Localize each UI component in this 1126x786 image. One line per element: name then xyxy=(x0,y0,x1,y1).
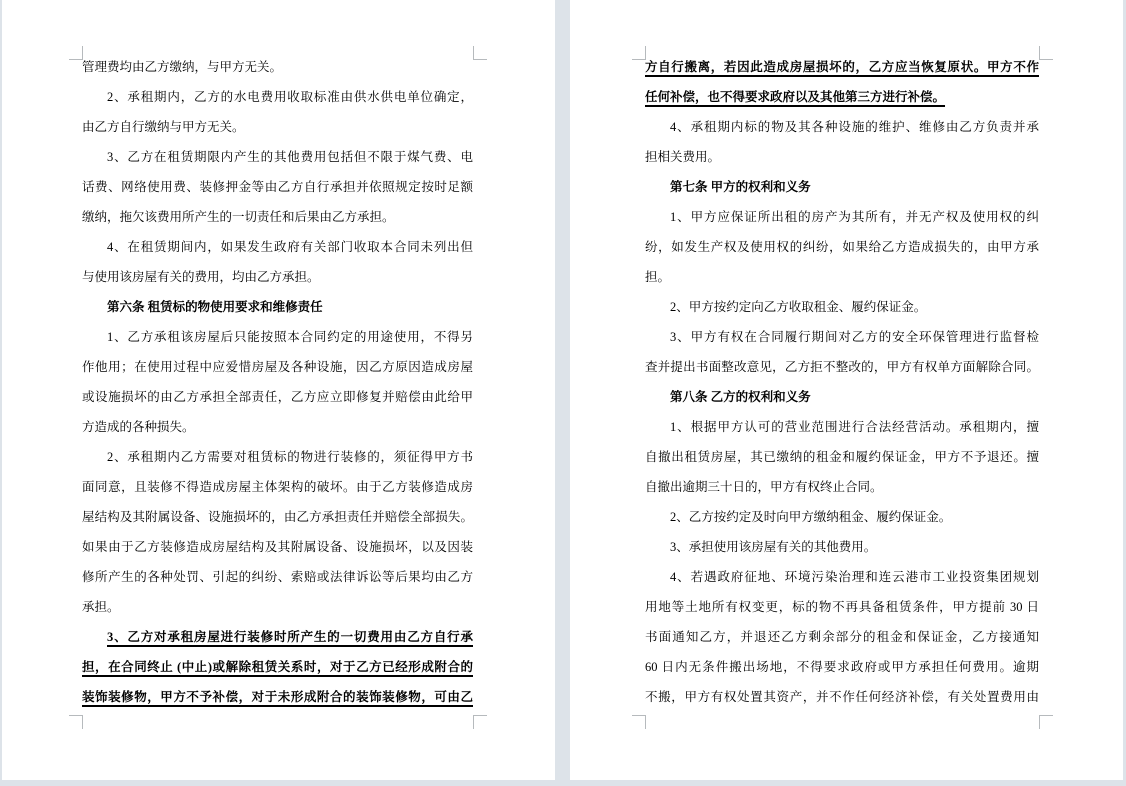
text-line[interactable]: 自撤出逾期三十日的，甲方有权终止合同。 xyxy=(645,480,883,494)
crop-mark-top-right-icon xyxy=(1039,46,1053,60)
text-line[interactable]: 3、乙方在租赁期限内产生的其他费用包括但不限于煤气费、电 xyxy=(107,150,473,164)
text-line[interactable]: 或设施损坏的由乙方承担全部责任，乙方应立即修复并赔偿由此给甲 xyxy=(82,390,473,404)
text-line[interactable]: 担相关费用。 xyxy=(645,150,721,164)
text-line[interactable]: 1、乙方承租该房屋后只能按照本合同约定的用途使用，不得另 xyxy=(107,330,473,344)
text-line[interactable]: 3、甲方有权在合同履行期间对乙方的安全环保管理进行监督检 xyxy=(670,330,1039,344)
text-line[interactable]: 2、乙方按约定及时向甲方缴纳租金、履约保证金。 xyxy=(670,510,952,524)
crop-mark-bottom-left-icon xyxy=(69,715,83,729)
text-line[interactable]: 担。 xyxy=(645,270,671,284)
text-line[interactable]: 方自行搬离，若因此造成房屋损坏的，乙方应当恢复原状。甲方不作 xyxy=(645,60,1039,74)
text-line[interactable]: 4、在租赁期间内，如果发生政府有关部门收取本合同未列出但 xyxy=(107,240,473,254)
text-line[interactable]: 担，在合同终止 (中止)或解除租赁关系时，对于乙方已经形成附合的 xyxy=(82,660,473,674)
text-line[interactable]: 由乙方自行缴纳与甲方无关。 xyxy=(82,120,245,134)
text-line[interactable]: 作他用；在使用过程中应爱惜房屋及各种设施，因乙方原因造成房屋 xyxy=(82,360,473,374)
text-line[interactable]: 4、若遇政府征地、环境污染治理和连云港市工业投资集团规划 xyxy=(670,570,1039,584)
text-line[interactable]: 管理费均由乙方缴纳，与甲方无关。 xyxy=(82,60,283,74)
text-line[interactable]: 书面通知乙方，并退还乙方剩余部分的租金和保证金，乙方接通知 xyxy=(645,630,1039,644)
text-line[interactable]: 2、承租期内乙方需要对租赁标的物进行装修的，须征得甲方书 xyxy=(107,450,473,464)
text-line[interactable]: 1、根据甲方认可的营业范围进行合法经营活动。承租期内，擅 xyxy=(670,420,1039,434)
text-line[interactable]: 2、甲方按约定向乙方收取租金、履约保证金。 xyxy=(670,300,927,314)
document-page-right[interactable] xyxy=(570,0,1123,780)
text-line[interactable]: 用地等土地所有权变更，标的物不再具备租赁条件，甲方提前 30 日 xyxy=(645,600,1039,614)
text-line[interactable]: 3、承担使用该房屋有关的其他费用。 xyxy=(670,540,877,554)
document-page-left[interactable] xyxy=(2,0,555,780)
crop-mark-top-left-icon xyxy=(632,46,646,60)
page-text-right xyxy=(645,52,1039,712)
text-line[interactable]: 1、甲方应保证所出租的房产为其所有，并无产权及使用权的纠 xyxy=(670,210,1039,224)
text-line[interactable]: 方造成的各种损失。 xyxy=(82,420,195,434)
crop-mark-bottom-right-icon xyxy=(1039,715,1053,729)
text-line[interactable]: 第八条 乙方的权利和义务 xyxy=(670,390,811,404)
text-line[interactable]: 60 日内无条件搬出场地，不得要求政府或甲方承担任何费用。逾期 xyxy=(645,660,1039,674)
text-line[interactable]: 3、乙方对承租房屋进行装修时所产生的一切费用由乙方自行承 xyxy=(107,630,473,644)
text-line[interactable]: 面同意，且装修不得造成房屋主体架构的破坏。由于乙方装修造成房 xyxy=(82,480,473,494)
text-line[interactable]: 4、承租期内标的物及其各种设施的维护、维修由乙方负责并承 xyxy=(670,120,1039,134)
text-line[interactable]: 承担。 xyxy=(82,600,120,614)
crop-mark-bottom-left-icon xyxy=(632,715,646,729)
text-line[interactable]: 纷，如发生产权及使用权的纠纷，如果给乙方造成损失的，由甲方承 xyxy=(645,240,1039,254)
text-line[interactable]: 修所产生的各种处罚、引起的纠纷、索赔或法律诉讼等后果均由乙方 xyxy=(82,570,473,584)
text-line[interactable]: 缴纳，拖欠该费用所产生的一切责任和后果由乙方承担。 xyxy=(82,210,395,224)
text-line[interactable]: 不搬，甲方有权处置其资产，并不作任何经济补偿，有关处置费用由 xyxy=(645,690,1039,704)
text-line[interactable]: 任何补偿，也不得要求政府以及其他第三方进行补偿。 xyxy=(645,90,946,104)
text-line[interactable]: 查并提出书面整改意见，乙方拒不整改的，甲方有权单方面解除合同。 xyxy=(645,360,1039,374)
text-line[interactable]: 自撤出租赁房屋，其已缴纳的租金和履约保证金，甲方不予退还。擅 xyxy=(645,450,1039,464)
text-line[interactable]: 话费、网络使用费、装修押金等由乙方自行承担并依照规定按时足额 xyxy=(82,180,473,194)
text-line[interactable]: 第六条 租赁标的物使用要求和维修责任 xyxy=(107,300,323,314)
text-line[interactable]: 屋结构及其附属设备、设施损坏的，由乙方承担责任并赔偿全部损失。 xyxy=(82,510,473,524)
crop-mark-top-right-icon xyxy=(473,46,487,60)
crop-mark-bottom-right-icon xyxy=(473,715,487,729)
text-line[interactable]: 2、承租期内，乙方的水电费用收取标准由供水供电单位确定， xyxy=(107,90,473,104)
text-line[interactable]: 如果由于乙方装修造成房屋结构及其附属设备、设施损坏，以及因装 xyxy=(82,540,473,554)
text-line[interactable]: 第七条 甲方的权利和义务 xyxy=(670,180,811,194)
crop-mark-top-left-icon xyxy=(69,46,83,60)
text-line[interactable]: 装饰装修物，甲方不予补偿，对于未形成附合的装饰装修物，可由乙 xyxy=(82,690,473,704)
text-line[interactable]: 与使用该房屋有关的费用，均由乙方承担。 xyxy=(82,270,320,284)
page-text-left xyxy=(82,52,473,712)
